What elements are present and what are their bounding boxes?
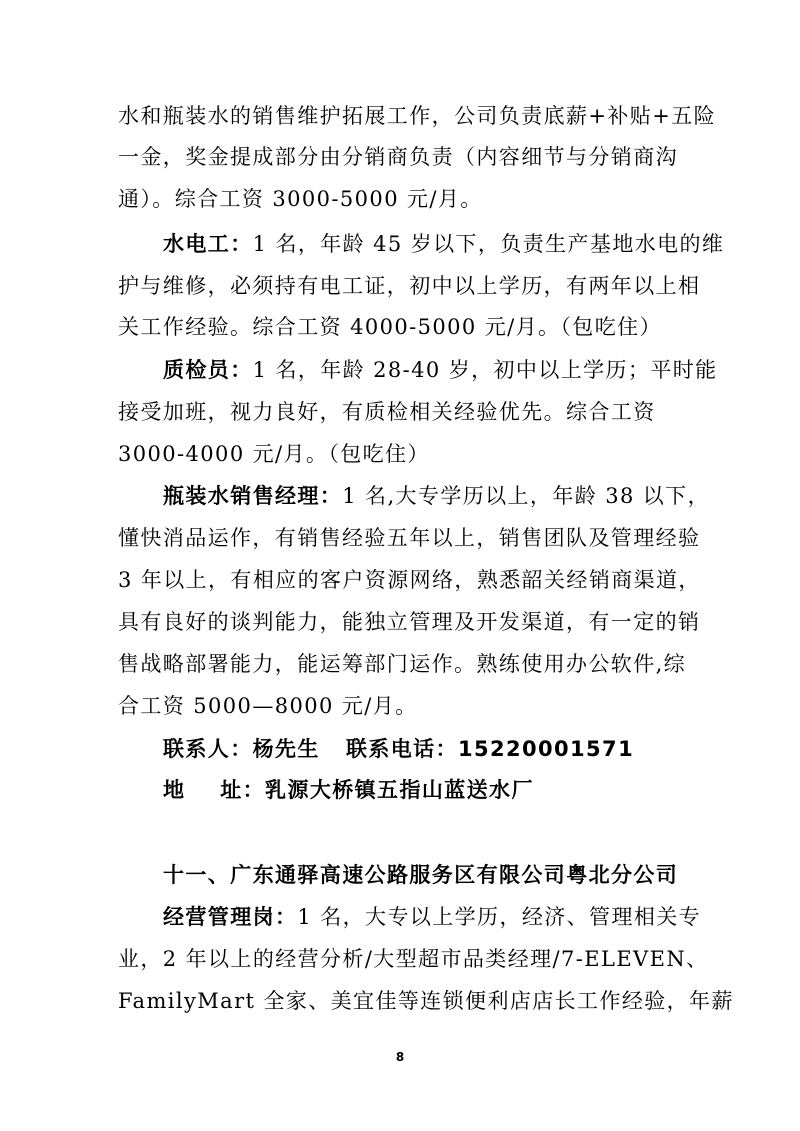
position-title: 经营管理岗： (163, 905, 298, 929)
position-first-line: 1 名，年龄 45 岁以下，负责生产基地水电的维 (252, 232, 725, 256)
paragraph-line: 3000-4000 元/月。（包吃住） (118, 442, 430, 466)
position-quality-inspector (163, 356, 733, 384)
paragraph-line: 3 年以上，有相应的客户资源网络，熟悉韶关经销商渠道， (118, 568, 701, 592)
position-title: 质检员： (163, 358, 253, 382)
paragraph-line: 通）。综合工资 3000-5000 元/月。 (118, 187, 483, 211)
paragraph-line: 具有良好的谈判能力，能独立管理及开发渠道，有一定的销 (118, 610, 701, 634)
paragraph-line: 业，2 年以上的经营分析/大型超市品类经理/7-ELEVEN、 (118, 947, 709, 971)
position-operations-manager (163, 903, 733, 931)
contact-address: 地 址：乳源大桥镇五指山蓝送水厂 (163, 778, 534, 802)
position-title: 水电工： (163, 232, 253, 256)
contact-person: 联系人：杨先生 (163, 737, 320, 761)
position-first-line: 1 名，大专以上学历，经济、管理相关专 (297, 905, 702, 929)
paragraph-line: FamilyMart 全家、美宜佳等连锁便利店店长工作经验，年薪 (118, 989, 734, 1013)
position-electrician (163, 230, 733, 258)
paragraph-line: 护与维修，必须持有电工证，初中以上学历，有两年以上相 (118, 274, 701, 298)
section-heading: 十一、广东通驿高速公路服务区有限公司粤北分公司 (163, 863, 679, 887)
position-first-line: 1 名，年龄 28-40 岁，初中以上学历；平时能 (252, 358, 718, 382)
position-first-line: 1 名,大专学历以上，年龄 38 以下， (342, 484, 710, 508)
contact-line (163, 735, 733, 763)
page-number: 8 (395, 1050, 405, 1064)
position-title: 瓶装水销售经理： (163, 484, 343, 508)
paragraph-line: 懂快消品运作，有销售经验五年以上，销售团队及管理经验 (118, 526, 701, 550)
position-sales-manager (163, 482, 733, 510)
paragraph-line: 售战略部署能力，能运筹部门运作。熟练使用办公软件,综 (118, 652, 687, 676)
paragraph-line: 合工资 5000—8000 元/月。 (118, 694, 418, 718)
contact-phone: 联系电话：15220001571 (345, 737, 635, 761)
paragraph-line: 一金，奖金提成部分由分销商负责（内容细节与分销商沟 (118, 145, 678, 169)
paragraph-line: 关工作经验。综合工资 4000-5000 元/月。（包吃住） (118, 315, 662, 339)
paragraph-line: 接受加班，视力良好，有质检相关经验优先。综合工资 (118, 400, 656, 424)
paragraph-line: 水和瓶装水的销售维护拓展工作，公司负责底薪+补贴+五险 (118, 104, 716, 128)
